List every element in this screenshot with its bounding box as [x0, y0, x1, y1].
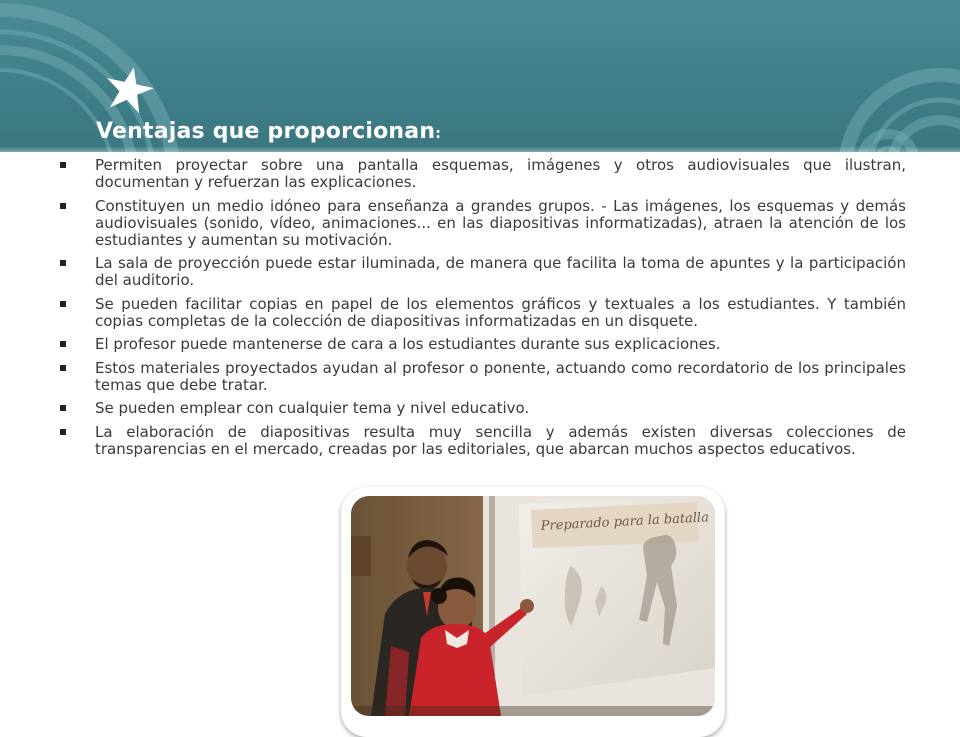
- classroom-photo-illustration: [351, 496, 715, 716]
- bullet-text: Se pueden emplear con cualquier tema y nivel educativo.: [95, 399, 530, 417]
- bullet-text: La sala de proyección puede estar iluminada, de manera que facilita la toma de apuntes y la participación del auditorio.: [95, 254, 906, 289]
- bullet-text: Se pueden facilitar copias en papel de los elementos gráficos y textuales a los estudiantes. Y también copias completas de la colección de diapositivas informatizadas en un disquete.: [95, 294, 906, 330]
- bullet-item: [60, 296, 906, 330]
- bullet-marker-icon: [60, 405, 66, 411]
- page-title: [96, 119, 441, 144]
- bullet-text: La elaboración de diapositivas resulta muy sencilla y además existen diversas colecciones de transparencias en el mercado, creadas por las editoriales, que abarcan muchos aspectos educativos.: [95, 422, 906, 458]
- bullet-item: [60, 424, 906, 458]
- bullet-item: [60, 400, 906, 417]
- classroom-photo: [351, 496, 715, 716]
- bullet-item: [60, 157, 906, 191]
- bullet-marker-icon: [60, 203, 66, 209]
- bullet-marker-icon: [60, 260, 66, 266]
- bullet-text: Constituyen un medio idóneo para enseñanza a grandes grupos. - Las imágenes, los esquemas y demás audiovisuales (sonido, vídeo, animaciones... en las diapositivas informatizadas), atraen la atención de los estudiantes y aumentan su motivación.: [95, 196, 906, 249]
- bullet-marker-icon: [60, 341, 66, 347]
- bullet-item: [60, 336, 906, 353]
- bullet-text: El profesor puede mantenerse de cara a los estudiantes durante sus explicaciones.: [95, 335, 721, 353]
- bullet-item: [60, 198, 906, 249]
- bullet-marker-icon: [60, 301, 66, 307]
- bullet-marker-icon: [60, 365, 66, 371]
- bullet-text: Permiten proyectar sobre una pantalla esquemas, imágenes y otros audiovisuales que ilustran, documentan y refuerzan las explicaciones.: [95, 156, 906, 191]
- title-text: Ventajas que proporcionan: [96, 119, 436, 144]
- star-icon: [104, 66, 154, 114]
- bullet-item: [60, 255, 906, 289]
- bullet-list: [60, 157, 906, 464]
- bullet-marker-icon: [60, 429, 66, 435]
- bullet-text: Estos materiales proyectados ayudan al profesor o ponente, actuando como recordatorio de los principales temas que debe tratar.: [95, 358, 906, 394]
- title-colon: :: [435, 126, 442, 142]
- bullet-marker-icon: [60, 162, 66, 168]
- photo-frame: [341, 487, 725, 737]
- title-band: [0, 0, 960, 152]
- bullet-item: [60, 360, 906, 394]
- board-caption: Preparado para la batalla: [540, 510, 710, 534]
